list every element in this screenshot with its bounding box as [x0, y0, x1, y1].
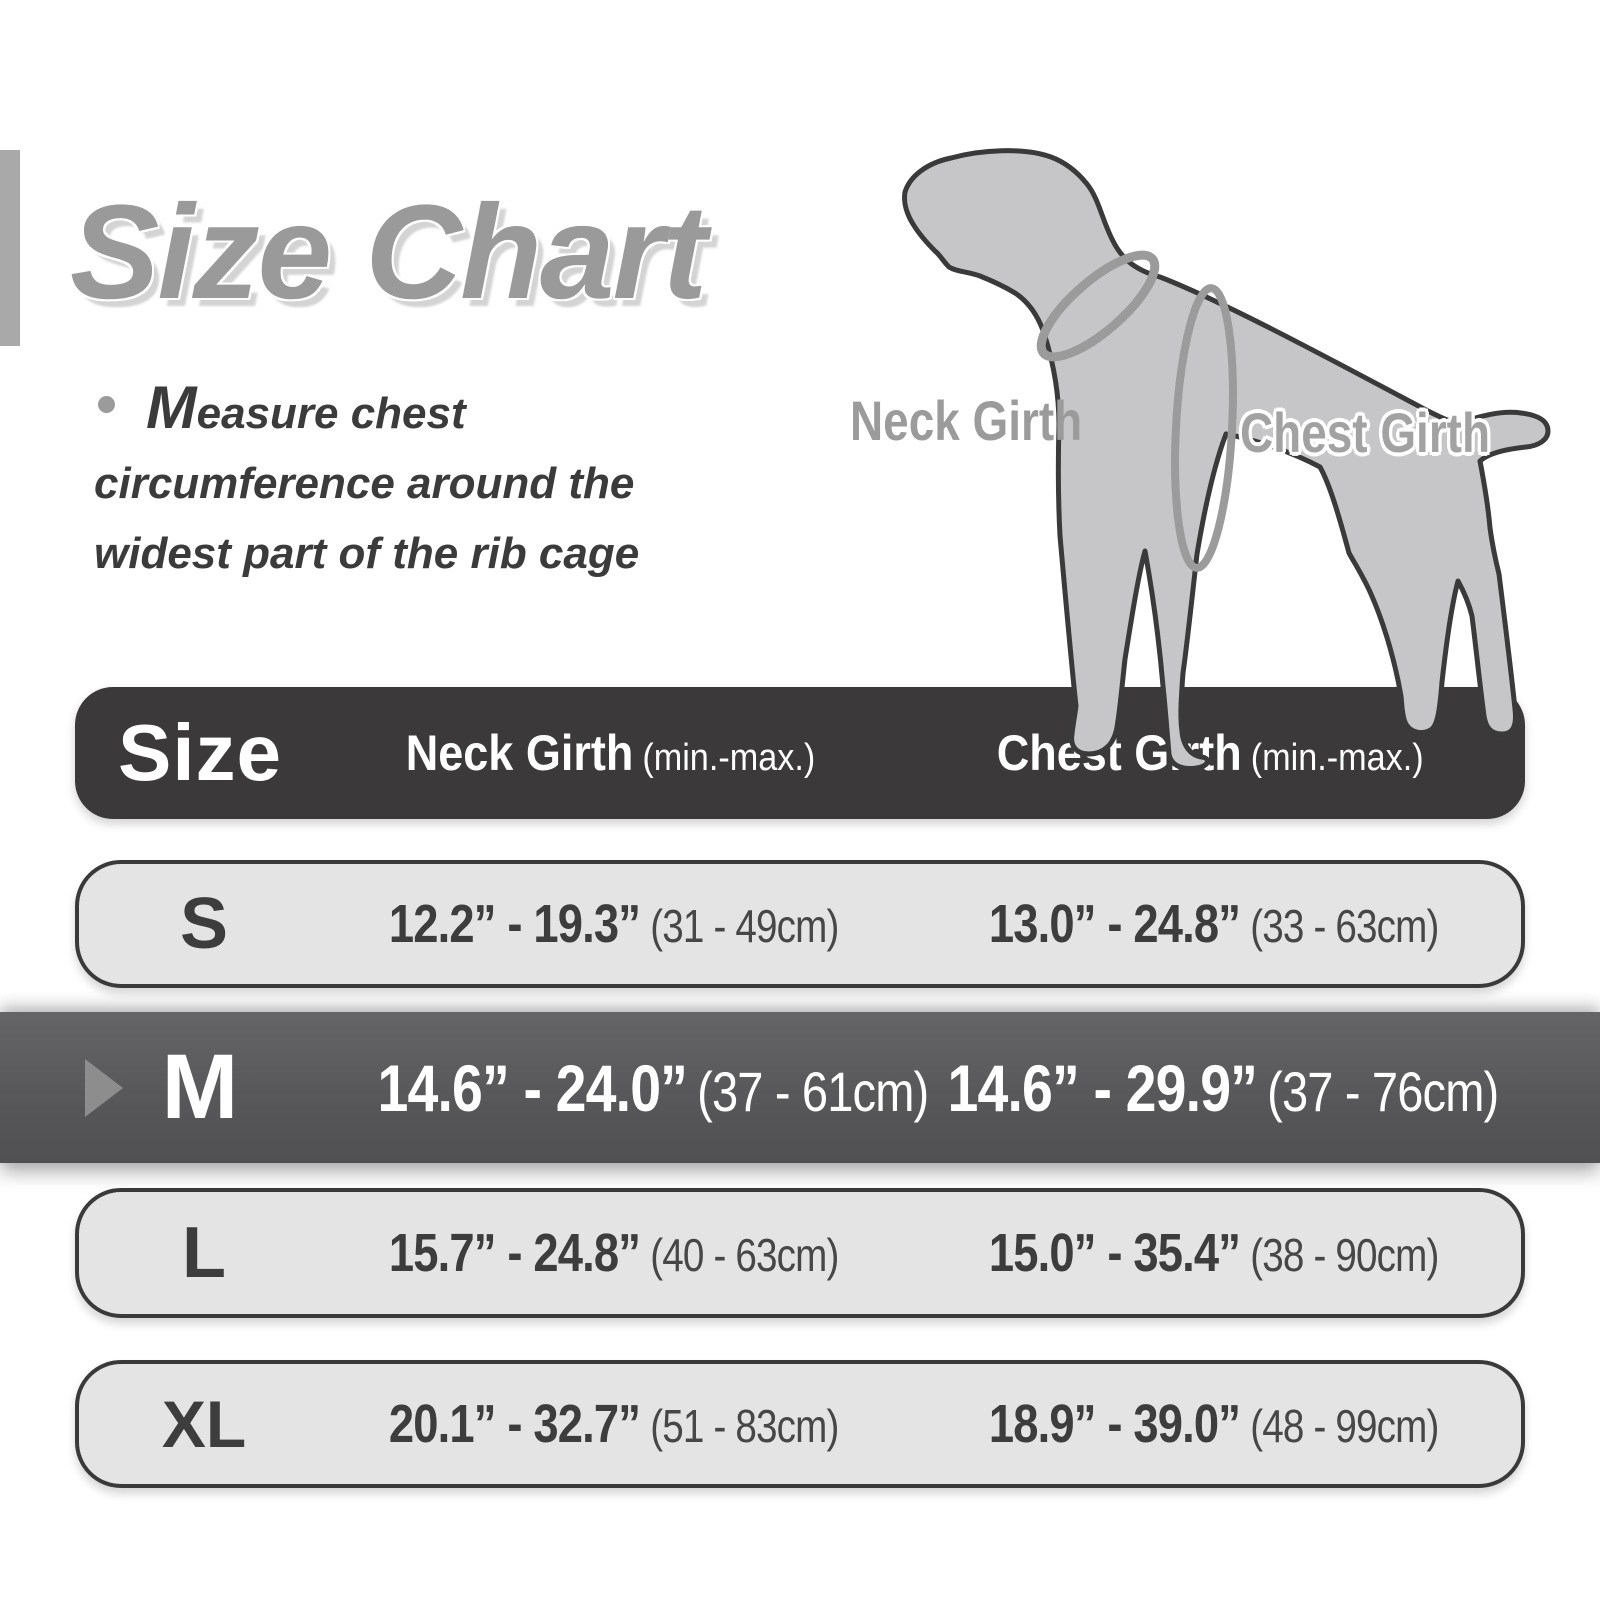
chest-girth-header-label: Chest Girth — [996, 725, 1242, 781]
bullet-icon — [98, 396, 115, 413]
size-cell: L — [182, 1213, 226, 1293]
page-title: Size Chart — [70, 178, 706, 327]
chest-girth-value: 15.0” - 35.4” (38 - 90cm) — [989, 1223, 1439, 1283]
measure-note — [94, 372, 834, 589]
note-line: widest part of the rib cage — [94, 529, 640, 578]
note-line: Measure chest — [146, 373, 466, 441]
size-cell: M — [161, 1036, 239, 1138]
table-row-size-l — [75, 1188, 1525, 1318]
chest-girth-value: 18.9” - 39.0” (48 - 99cm) — [989, 1394, 1439, 1454]
chest-girth-label: Chest Girth — [1240, 401, 1491, 464]
table-row-size-s — [75, 860, 1525, 988]
table-row-size-m-highlighted — [0, 1012, 1600, 1163]
chest-girth-value: 13.0” - 24.8” (33 - 63cm) — [989, 894, 1439, 954]
size-cell: S — [179, 884, 229, 964]
accent-bar — [0, 150, 20, 346]
chest-girth-value: 14.6” - 29.9” (37 - 76cm) — [947, 1050, 1499, 1125]
table-row-size-xl — [75, 1360, 1525, 1488]
neck-girth-label: Neck Girth — [850, 389, 1083, 452]
neck-girth-header-label: Neck Girth — [405, 725, 633, 781]
neck-girth-header-range: (min.-max.) — [641, 737, 815, 779]
selected-row-arrow-icon — [85, 1059, 123, 1117]
column-header-neck-girth — [325, 724, 895, 782]
note-line: circumference around the — [94, 459, 635, 508]
column-header-size: Size — [117, 708, 283, 797]
neck-girth-value: 12.2” - 19.3” (31 - 49cm) — [389, 894, 839, 954]
size-cell: XL — [161, 1387, 247, 1461]
neck-girth-value: 14.6” - 24.0” (37 - 61cm) — [377, 1050, 929, 1125]
neck-girth-value: 20.1” - 32.7” (51 - 83cm) — [389, 1394, 839, 1454]
neck-girth-value: 15.7” - 24.8” (40 - 63cm) — [389, 1223, 839, 1283]
chest-girth-header-range: (min.-max.) — [1250, 737, 1424, 779]
